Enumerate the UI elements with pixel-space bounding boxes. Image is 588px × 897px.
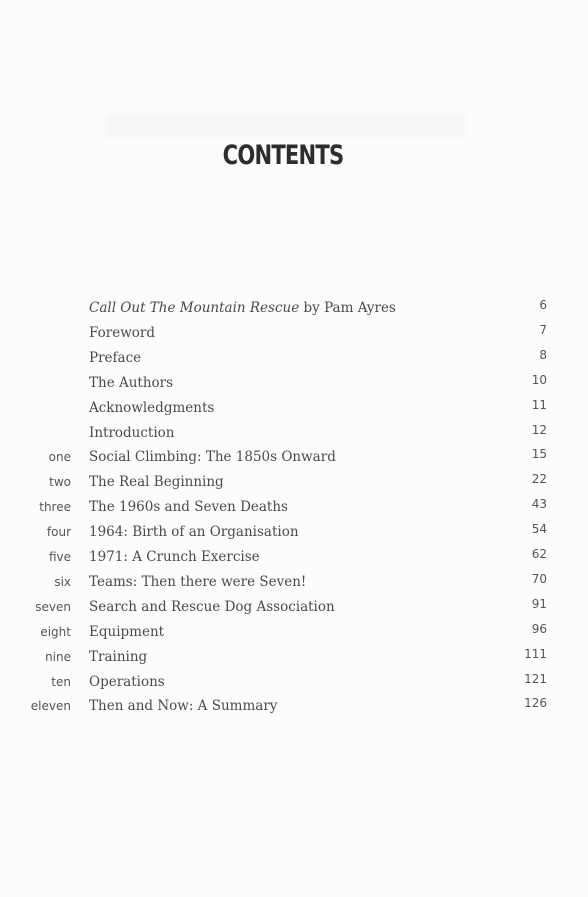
chapter-number: seven [35, 599, 71, 614]
chapter-number: two [49, 475, 71, 490]
toc-row [0, 346, 588, 371]
page-number: 111 [524, 646, 547, 661]
page-number: 91 [531, 596, 547, 611]
toc-entry-text: The Real Beginning [89, 474, 224, 491]
page-number: 15 [531, 447, 547, 462]
toc-entry-title [89, 396, 214, 421]
toc-row [0, 445, 588, 470]
toc-row [0, 620, 588, 645]
toc-row [0, 321, 588, 346]
chapter-number: eight [40, 624, 71, 639]
toc-entry-text: Foreword [89, 324, 155, 341]
toc-row [0, 520, 588, 545]
chapter-number: one [48, 450, 71, 465]
page-number: 54 [531, 522, 547, 537]
toc-entry-italic: Call Out The Mountain Rescue [89, 300, 300, 316]
toc-entry-text: Equipment [89, 623, 165, 640]
toc-entry-text: Operations [89, 673, 165, 690]
toc-row [0, 645, 588, 670]
toc-row [0, 670, 588, 695]
toc-row [0, 371, 588, 396]
toc-row [0, 694, 588, 719]
page-number: 11 [531, 397, 547, 412]
page-number: 43 [531, 497, 547, 512]
toc-entry-text: The Authors [89, 374, 174, 391]
page-number: 6 [539, 298, 547, 312]
toc-entry-text: Teams: Then there were Seven! [89, 573, 307, 590]
toc-row [0, 470, 588, 495]
toc-entry-title [89, 694, 277, 719]
toc-entry-title [89, 670, 165, 695]
toc-entry-text: Then and Now: A Summary [89, 698, 278, 715]
chapter-number: five [48, 550, 71, 564]
chapter-number: eleven [30, 699, 71, 714]
toc-entry-title [89, 445, 336, 470]
toc-row [0, 396, 588, 421]
toc-entry-title [89, 296, 396, 321]
toc-entry-title [89, 346, 141, 371]
page-number: 126 [524, 696, 547, 711]
toc-entry-text: Social Climbing: The 1850s Onward [89, 449, 336, 466]
toc-entry-text: Search and Rescue Dog Association [89, 598, 335, 615]
toc-entry-text: by Pam Ayres [299, 300, 396, 316]
show-through-text [105, 114, 465, 138]
toc-entry-title [89, 470, 224, 495]
toc-entry-title [89, 421, 175, 446]
page-number: 121 [524, 671, 547, 686]
toc-entry-text: Preface [89, 349, 142, 366]
toc-entry-title [89, 520, 299, 545]
toc-entry-text: 1964: Birth of an Organisation [89, 524, 299, 541]
chapter-number: three [39, 500, 71, 515]
toc-entry-title [89, 620, 164, 645]
toc-entry-title [89, 321, 155, 346]
toc-entry-text: Introduction [89, 424, 175, 441]
toc-entry-title [89, 545, 260, 570]
toc-entry-text: Training [89, 648, 148, 665]
chapter-number: six [54, 574, 71, 589]
toc-entry-text: 1971: A Crunch Exercise [89, 549, 260, 565]
toc-entry-title [89, 570, 306, 595]
toc-row [0, 495, 588, 520]
chapter-number: four [46, 525, 71, 540]
page-number: 12 [531, 422, 547, 437]
page-number: 70 [531, 571, 547, 586]
toc-entry-text: Acknowledgments [89, 399, 215, 416]
toc-row [0, 595, 588, 620]
toc-entry-text: The 1960s and Seven Deaths [89, 499, 288, 516]
toc-row [0, 545, 588, 570]
toc-row [0, 296, 588, 321]
page-number: 96 [531, 621, 547, 636]
page-number: 22 [531, 472, 547, 487]
chapter-number: nine [45, 649, 71, 664]
page-number: 8 [539, 347, 547, 362]
page-number: 10 [531, 372, 547, 387]
page-number: 7 [539, 322, 547, 337]
page-number: 62 [531, 547, 547, 561]
toc-row [0, 570, 588, 595]
toc-entry-title [89, 495, 288, 520]
page-title: CONTENTS [222, 140, 344, 171]
toc-entry-title [89, 645, 147, 670]
toc-entry-title [89, 595, 335, 620]
toc-row [0, 421, 588, 446]
chapter-number: ten [51, 674, 71, 689]
toc-entry-title [89, 371, 173, 396]
